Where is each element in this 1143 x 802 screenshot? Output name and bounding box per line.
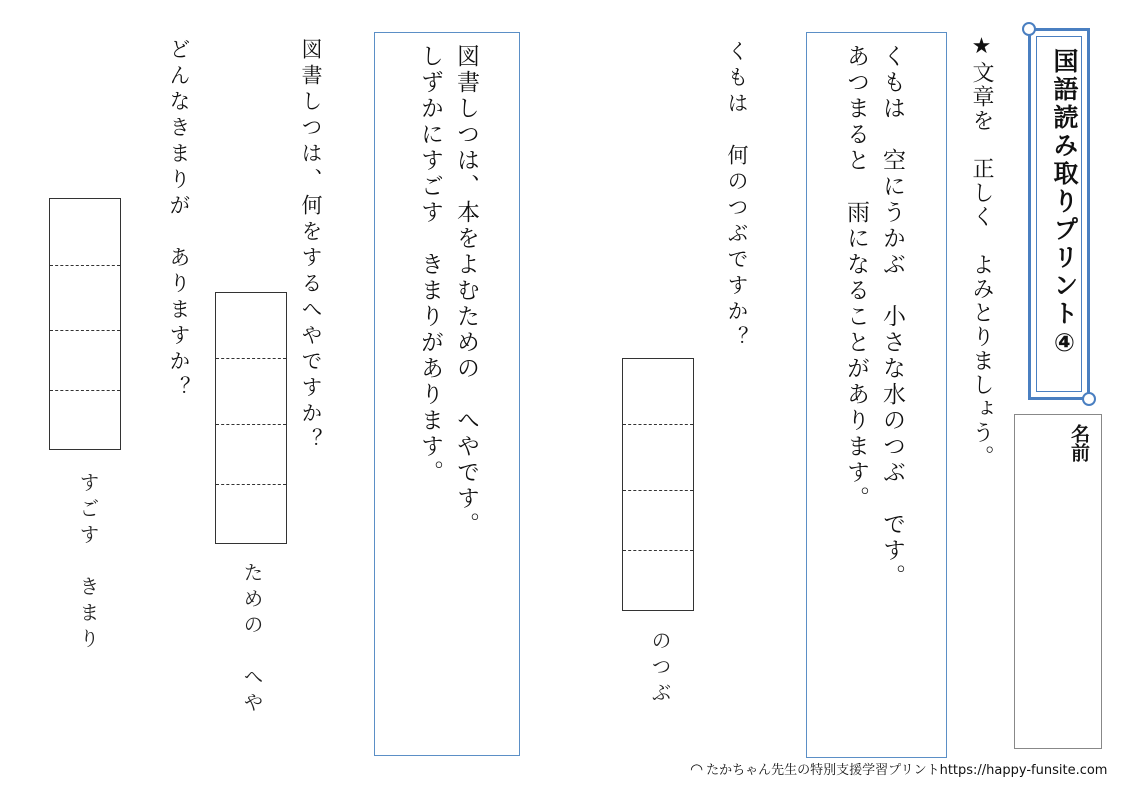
scroll-curl-bottom xyxy=(1082,392,1096,406)
rainbow-icon: ◠ xyxy=(690,760,704,778)
answer-hint-2: ための へや xyxy=(240,562,264,718)
answer-hint-1: のつぶ xyxy=(648,630,672,708)
question-2: 図書しつは、何をするへやですか？ xyxy=(299,38,323,454)
answer-box-2[interactable] xyxy=(215,292,287,544)
name-label: 名前 xyxy=(1068,424,1090,462)
passage-2-line-1: 図書しつは、本をよむための へやです。 xyxy=(453,44,479,538)
footer-site-name: たかちゃん先生の特別支援学習プリント xyxy=(706,763,940,778)
passage-2-line-2: しずかにすごす きまりがあります。 xyxy=(417,44,443,486)
passage-2-box xyxy=(374,32,520,756)
passage-1-line-1: くもは 空にうかぶ 小さな水のつぶ です。 xyxy=(879,44,905,590)
passage-1-line-2: あつまると 雨になることがあります。 xyxy=(843,44,869,512)
answer-hint-3: すごす きまり xyxy=(76,472,100,654)
footer-url[interactable]: https://happy-funsite.com xyxy=(939,763,1108,778)
instruction: ★文章を 正しく よみとりましょう。 xyxy=(969,34,994,469)
question-1: くもは 何のつぶですか？ xyxy=(725,40,749,352)
footer xyxy=(690,759,1107,778)
answer-box-3[interactable] xyxy=(49,198,121,450)
question-3: どんなきまりが ありますか？ xyxy=(167,38,191,402)
answer-box-1[interactable] xyxy=(622,358,694,611)
worksheet-title: 国語読み取りプリント④ xyxy=(1050,48,1079,360)
scroll-curl-top xyxy=(1022,22,1036,36)
name-box[interactable] xyxy=(1014,414,1102,749)
